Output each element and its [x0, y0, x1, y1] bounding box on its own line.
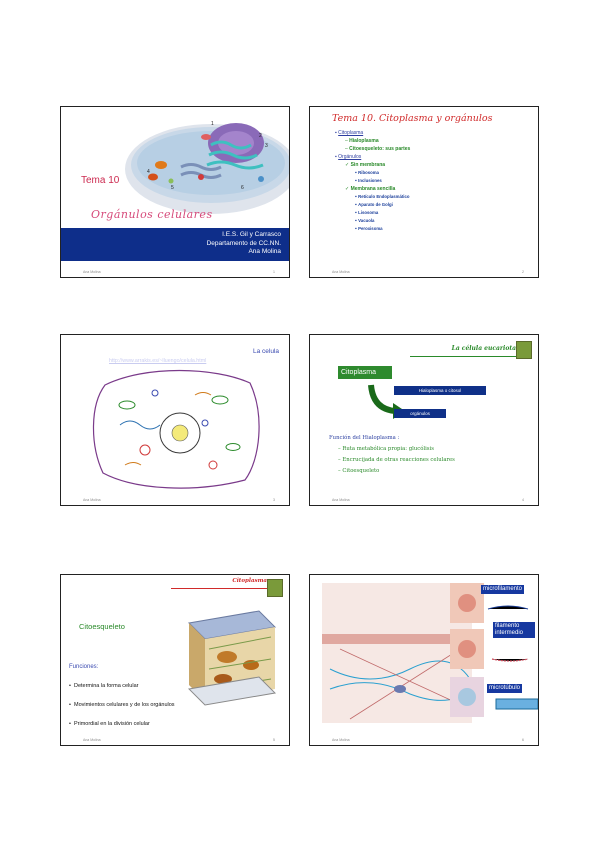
author-name: Ana Molina: [248, 248, 281, 255]
svg-text:1: 1: [211, 121, 214, 127]
cytoskeleton-diagram: [310, 579, 538, 729]
slide-title: La celula: [252, 348, 279, 355]
slide-title: Citoesqueleto: [79, 622, 125, 631]
header-divider: [171, 588, 269, 589]
label-microfilamento: microfilamento: [483, 586, 523, 592]
school-name: I.E.S. Gil y Carrasco: [222, 231, 281, 238]
department-name: Departamento de CC.NN.: [206, 239, 281, 247]
function-item: – Citoesqueleto: [338, 468, 380, 474]
slide-3: [60, 334, 290, 506]
function-bullet: • Primordial en la división celular: [69, 721, 150, 727]
header-divider: [410, 356, 516, 357]
organulos-box: orgánulos: [394, 409, 446, 418]
slide-title: Tema 10: [81, 175, 120, 186]
label-microtubulo: microtúbulo: [489, 685, 521, 691]
citoplasma-box: Citoplasma: [338, 366, 392, 379]
slide-footer: Ana Molina: [332, 498, 350, 502]
cell-thumbnail-icon: [267, 579, 283, 597]
slide-number: 6: [522, 738, 524, 742]
label-filamento-intermedio: filamento intermedio: [493, 622, 535, 638]
outline-hialoplasma: Hialoplasma: [349, 138, 379, 144]
cytoskeleton-illustration: [179, 609, 279, 709]
slide-number: 4: [522, 498, 524, 502]
slide-number: 2: [522, 270, 524, 274]
outline-citoesqueleto: Citoesqueleto: sus partes: [349, 146, 411, 152]
slide-number: 1: [273, 270, 275, 274]
hand-drawn-cell-diagram: [85, 365, 265, 490]
slide-4: [309, 334, 539, 506]
svg-text:2: 2: [259, 133, 262, 139]
svg-text:6: 6: [241, 185, 244, 191]
svg-text:4: 4: [147, 169, 150, 175]
svg-text:5: 5: [171, 185, 174, 191]
function-item: – Encrucijada de otras reacciones celulares: [338, 457, 455, 463]
hialoplasma-box: Hialoplasma o citosol: [394, 386, 486, 395]
slide-1: [60, 106, 290, 278]
slide-number: 3: [273, 498, 275, 502]
slide-subtitle: Orgánulos celulares: [91, 208, 213, 221]
outline-membrana-sencilla: Membrana sencilla: [350, 186, 396, 192]
slide-header: La célula eucariota: [451, 345, 516, 352]
outline-sin-membrana: Sin membrana: [350, 162, 386, 168]
function-bullet: • Determina la forma celular: [69, 683, 139, 689]
outline-citoplasma: Citoplasma: [338, 130, 364, 136]
outline-lisosoma: Lisosoma: [358, 210, 379, 215]
slide-footer: Ana Molina: [332, 270, 350, 274]
slide-footer: Ana Molina: [83, 498, 101, 502]
slide-number: 5: [273, 738, 275, 742]
slide-5: [60, 574, 290, 746]
author-band: [61, 228, 289, 261]
outline-golgi: Aparato de Golgi: [358, 202, 393, 207]
outline-inclusiones: Inclusiones: [358, 178, 382, 183]
outline-reticulo: Retículo Endoplasmático: [358, 194, 410, 199]
slide-footer: Ana Molina: [332, 738, 350, 742]
source-link[interactable]: http://www.arrakis.es/~lluengo/celula.html: [109, 358, 207, 364]
slide-footer: Ana Molina: [83, 738, 101, 742]
outline-peroxisoma: Peroxisoma: [358, 226, 383, 231]
function-bullet: • Movimientos celulares y de los orgánulos: [69, 702, 175, 708]
slide-2: [309, 106, 539, 278]
slide-header: Citoplasma: [232, 578, 267, 584]
slide-title: Tema 10. Citoplasma y orgánulos: [332, 113, 493, 124]
svg-text:3: 3: [265, 143, 268, 149]
function-heading: Función del Hialoplasma :: [329, 435, 400, 441]
function-item: – Ruta metabólica propia: glucólisis: [338, 446, 434, 452]
outline: ▪ Citoplasma – Hialoplasma – Citoesqueleto: sus partes ▪ Orgánulos ✓ Sin membrana ▪ Ribosoma ▪ Inclusiones ✓ Membrana sencilla ▪ Retículo Endoplasmático ▪ Aparato de Golgi ▪ Lisosoma ▪ Vacuola ▪ Peroxisoma: [335, 130, 411, 232]
slide-footer: Ana Molina: [83, 270, 101, 274]
cell-thumbnail-icon: [516, 341, 532, 359]
functions-heading: Funciones:: [69, 664, 99, 670]
outline-organulos: Orgánulos: [338, 154, 362, 160]
outline-ribosoma: Ribosoma: [358, 170, 379, 175]
slide-6: [309, 574, 539, 746]
outline-vacuola: Vacuola: [358, 218, 375, 223]
